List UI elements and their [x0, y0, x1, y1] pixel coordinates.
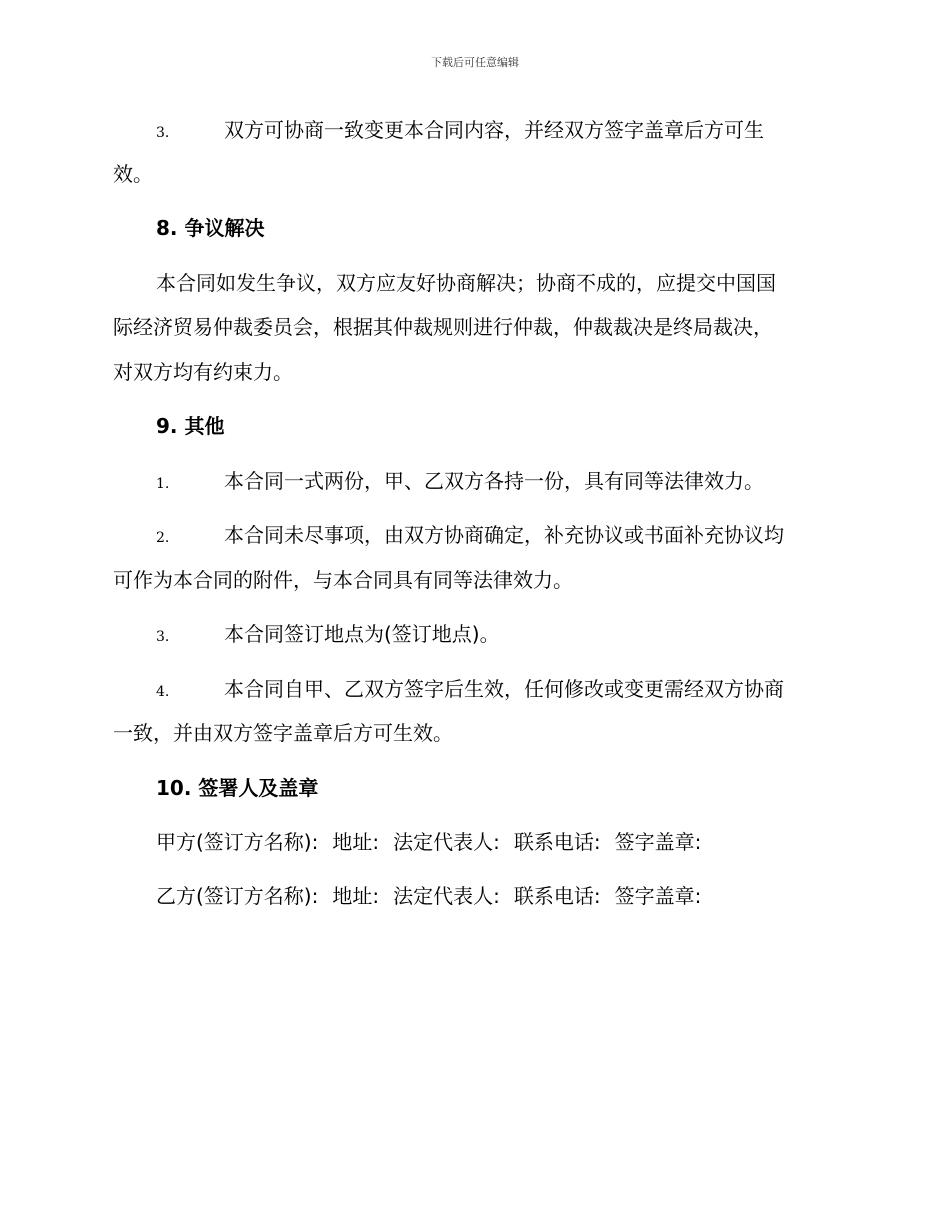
item-text: 本合同自甲、乙双方签字后生效，任何修改或变更需经双方协商 — [224, 677, 784, 701]
section-8-title: 8. 争议解决 — [156, 216, 265, 240]
section-9-item-2-line2: 可作为本合同的附件，与本合同具有同等法律效力。 — [113, 568, 573, 592]
party-a-rep: 法定代表人: — [393, 830, 500, 854]
party-b-name: 乙方(签订方名称): — [156, 884, 319, 908]
section-9-item-2-line1 — [156, 523, 784, 550]
party-b-phone: 联系电话: — [513, 884, 601, 908]
item-number: 1. — [156, 476, 170, 492]
section-8-line2: 际经济贸易仲裁委员会，根据其仲裁规则进行仲裁，仲裁裁决是终局裁决， — [113, 315, 773, 339]
item-text: 双方可协商一致变更本合同内容，并经双方签字盖章后方可生 — [224, 118, 764, 142]
item-number: 3. — [156, 125, 170, 141]
section-9-item-1 — [156, 469, 764, 496]
item-text: 本合同未尽事项，由双方协商确定，补充协议或书面补充协议均 — [224, 523, 784, 547]
item-number: 2. — [156, 530, 170, 546]
party-b-seal: 签字盖章: — [614, 884, 702, 908]
page-header: 下载后可任意编辑 — [431, 56, 519, 69]
section-8-line1: 本合同如发生争议，双方应友好协商解决；协商不成的，应提交中国国 — [156, 271, 776, 295]
section-10-title: 10. 签署人及盖章 — [156, 776, 319, 800]
party-b-rep: 法定代表人: — [393, 884, 500, 908]
item-3a-line1 — [156, 118, 764, 145]
party-a-name: 甲方(签订方名称): — [156, 830, 319, 854]
section-9-title: 9. 其他 — [156, 414, 225, 438]
item-number: 3. — [156, 629, 170, 645]
party-a-phone: 联系电话: — [513, 830, 601, 854]
item-3a-line2: 效。 — [113, 162, 153, 186]
party-b-line — [156, 884, 701, 908]
party-a-seal: 签字盖章: — [614, 830, 702, 854]
section-8-line3: 对双方均有约束力。 — [113, 360, 293, 384]
section-9-item-4-line1 — [156, 677, 784, 704]
item-text: 本合同一式两份，甲、乙双方各持一份，具有同等法律效力。 — [224, 469, 764, 493]
section-9-item-4-line2: 一致，并由双方签字盖章后方可生效。 — [113, 721, 453, 745]
party-b-address: 地址: — [332, 884, 380, 908]
item-text: 本合同签订地点为(签订地点)。 — [224, 622, 500, 646]
party-a-address: 地址: — [332, 830, 380, 854]
party-a-line — [156, 830, 701, 854]
item-number: 4. — [156, 684, 170, 700]
section-9-item-3 — [156, 622, 500, 649]
